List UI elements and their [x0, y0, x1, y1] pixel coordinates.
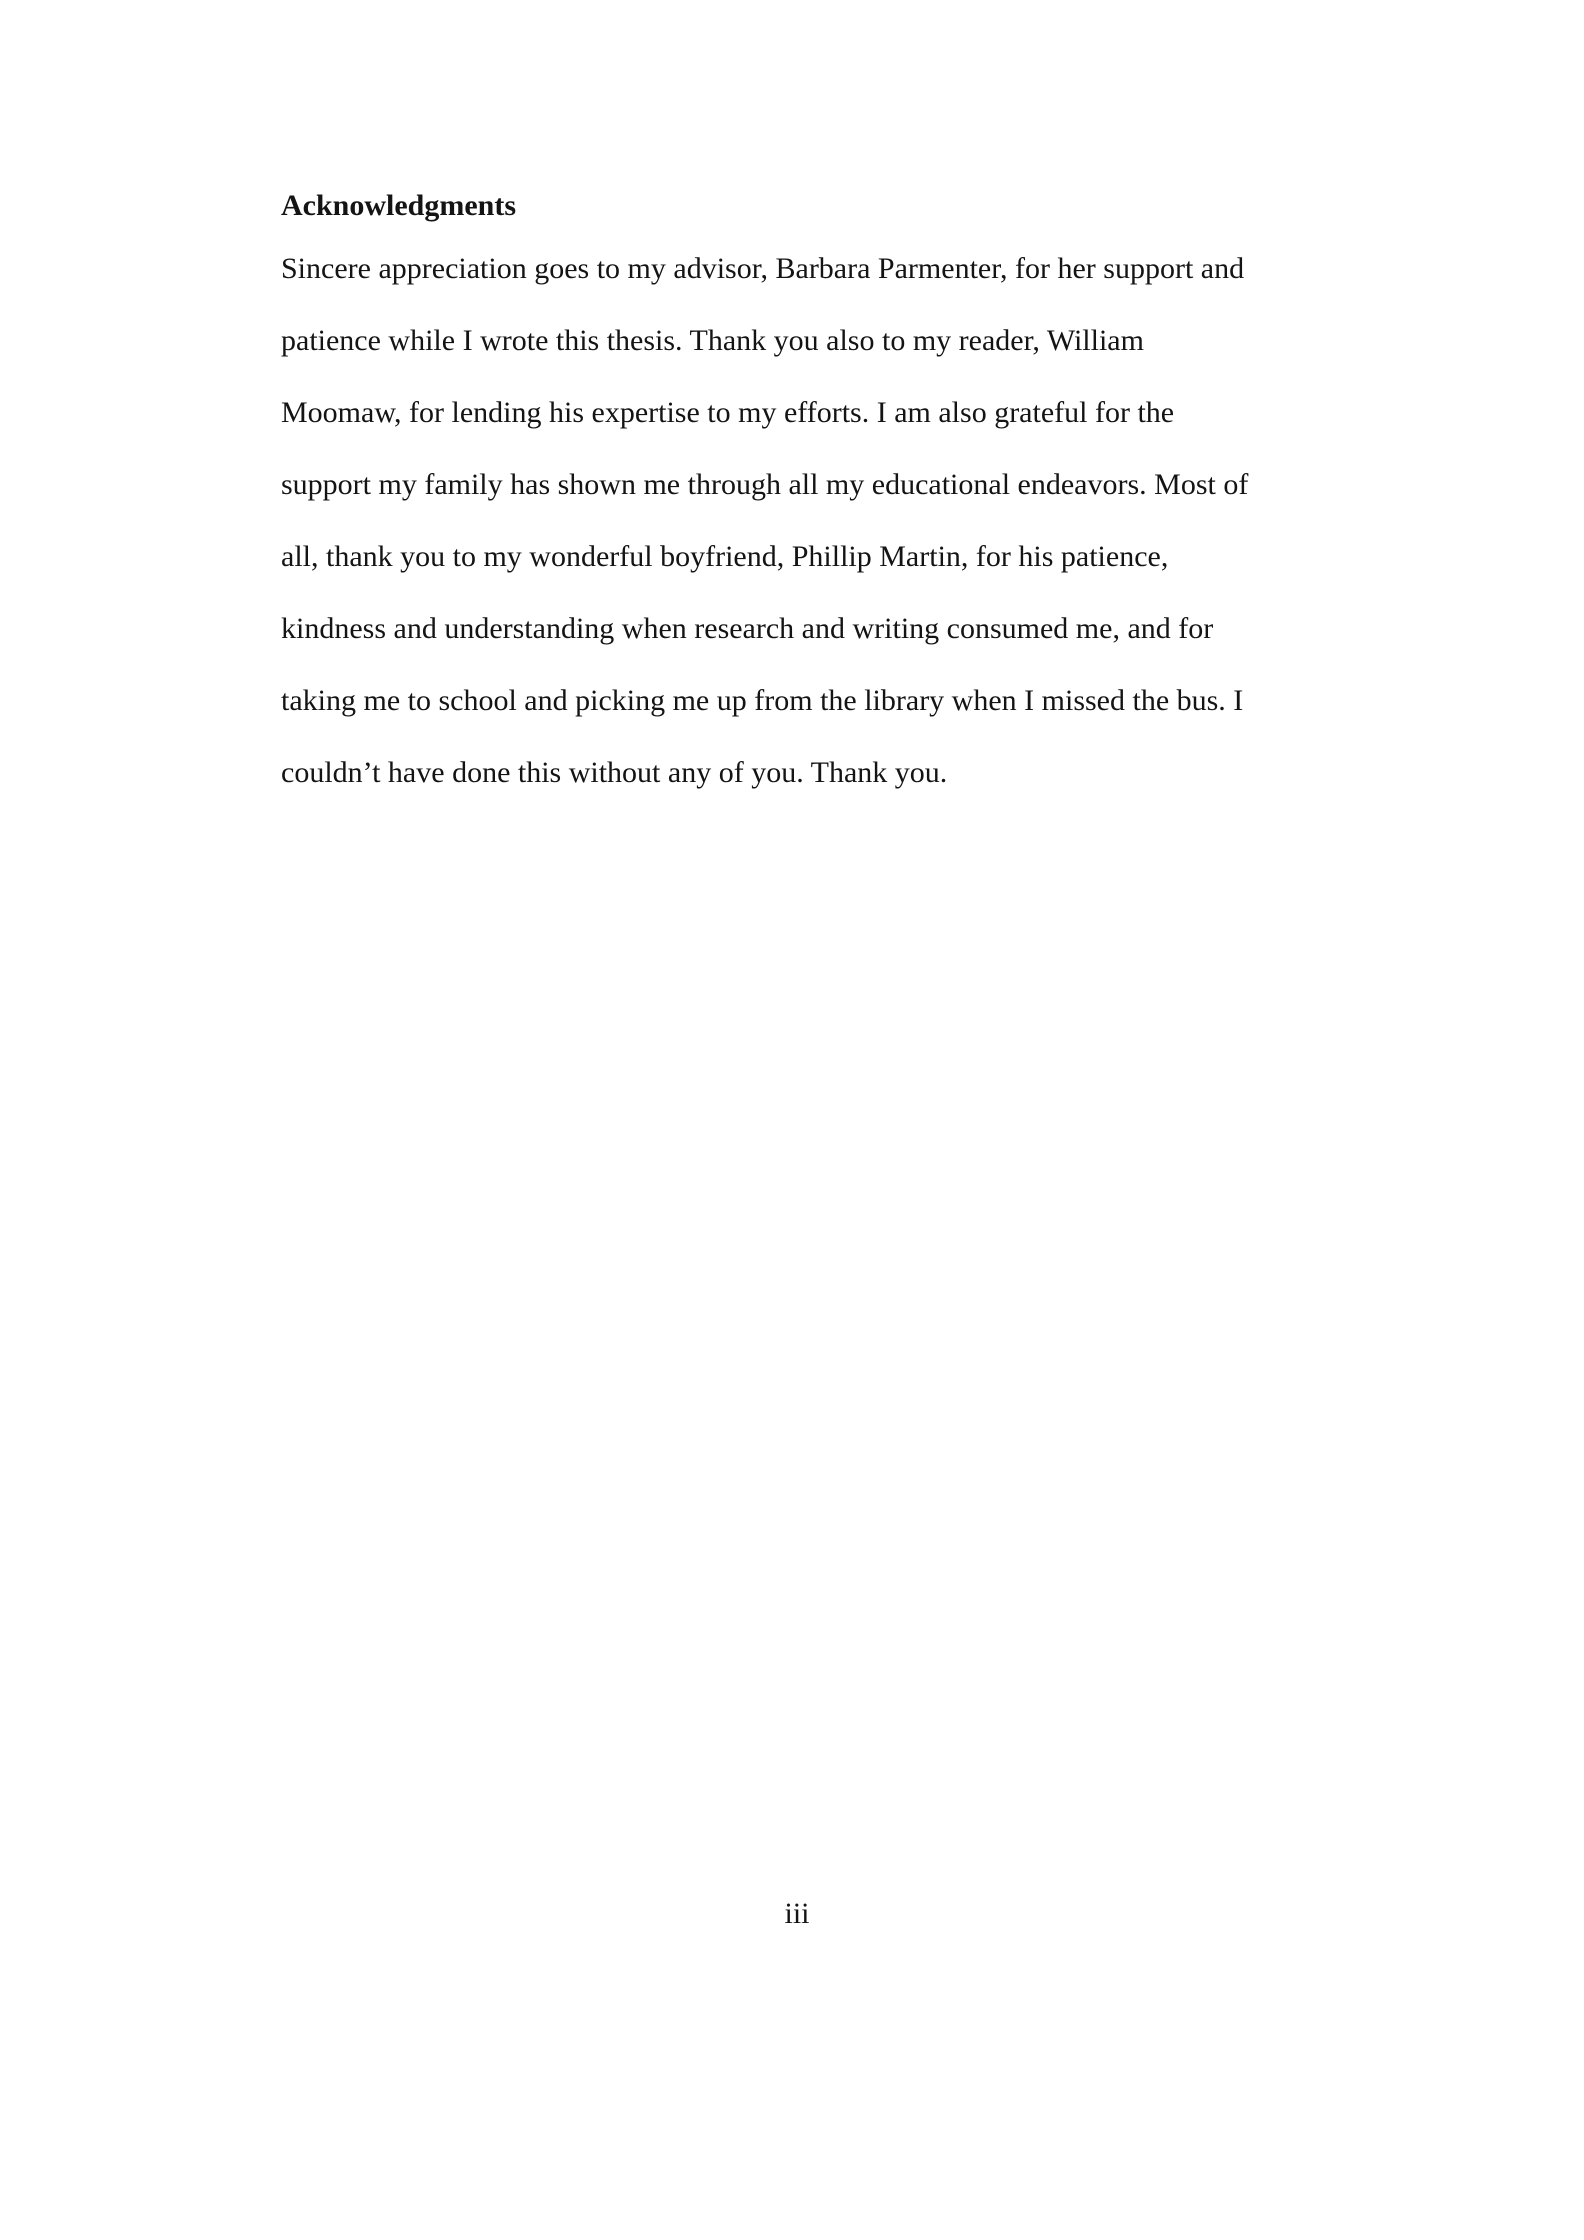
paragraph-line-5: all, thank you to my wonderful boyfriend, Phillip Martin, for his patience,	[281, 540, 1169, 573]
paragraph-line-4: support my family has shown me through all my educational endeavors. Most of	[281, 468, 1249, 501]
paragraph-line-8: couldn’t have done this without any of you. Thank you.	[281, 756, 948, 789]
paragraph-line-2: patience while I wrote this thesis. Thank you also to my reader, William	[281, 324, 1144, 357]
paragraph-line-6: kindness and understanding when research and writing consumed me, and for	[281, 612, 1214, 645]
paragraph-line-7: taking me to school and picking me up from the library when I missed the bus. I	[281, 684, 1244, 717]
section-heading: Acknowledgments	[281, 189, 517, 222]
acknowledgments-section	[281, 178, 1331, 809]
acknowledgments-paragraph	[281, 233, 1331, 809]
paragraph-line-3: Moomaw, for lending his expertise to my efforts. I am also grateful for the	[281, 396, 1175, 429]
page-number: iii	[784, 1897, 810, 1930]
paragraph-line-1: Sincere appreciation goes to my advisor, Barbara Parmenter, for her support and	[281, 252, 1245, 285]
